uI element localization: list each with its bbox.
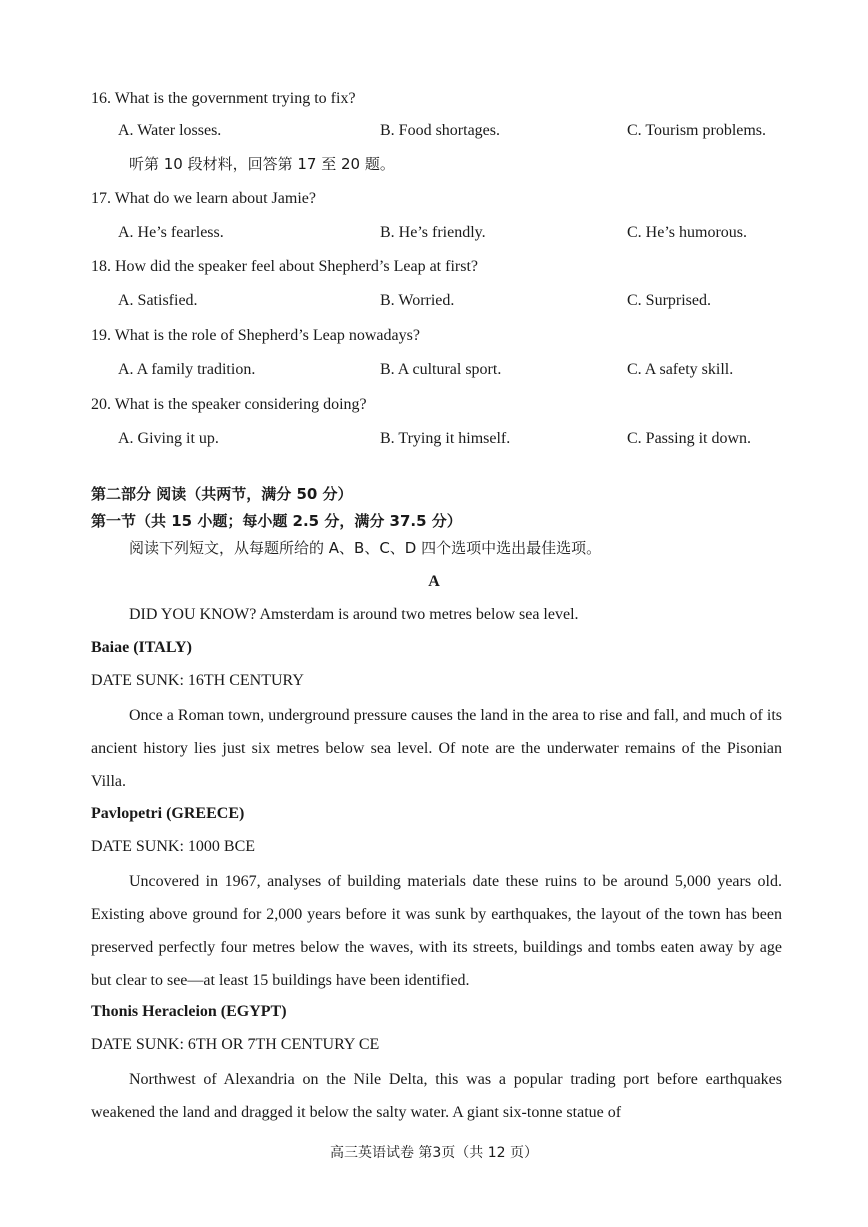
site-2-name: Pavlopetri (GREECE) [91,805,245,822]
site-1-name: Baiae (ITALY) [91,639,192,656]
question-20-option-b: B. Trying it himself. [380,430,511,447]
question-18-option-c: C. Surprised. [627,292,711,309]
question-16-option-a: A. Water losses. [118,122,222,139]
question-19-stem: 19. What is the role of Shepherd’s Leap nowadays? [91,327,420,344]
listening-instruction-10: 听第 10 段材料，回答第 17 至 20 题。 [129,155,395,173]
passage-intro: DID YOU KNOW? Amsterdam is around two metres below sea level. [129,606,579,623]
question-16-option-c: C. Tourism problems. [627,122,767,139]
question-17-stem: 17. What do we learn about Jamie? [91,190,316,207]
site-2-description: Uncovered in 1967, analyses of building materials date these ruins to be around 5,000 years old. Existing above ground for 2,000 years before it was sunk by earthquakes, the layout of the town has been preserved perfectly four metres below the waves, with its streets, buildings and tombs eaten away by age but clear to see—at least 15 buildings have been identified. [91,873,782,989]
question-17-option-b: B. He’s friendly. [380,224,486,241]
site-3-description: Northwest of Alexandria on the Nile Delta, this was a popular trading port before earthquakes weakened the land and dragged it below the salty water. A giant six-tonne statue of [91,1071,782,1121]
question-20-option-c: C. Passing it down. [627,430,752,447]
question-20-stem: 20. What is the speaker considering doing? [91,396,367,413]
part2-title: 第二部分 阅读（共两节，满分 50 分） [91,485,353,503]
question-18-option-a: A. Satisfied. [118,292,198,309]
site-3-date: DATE SUNK: 6TH OR 7TH CENTURY CE [91,1036,380,1053]
question-17-option-c: C. He’s humorous. [627,224,747,241]
passage-letter: A [428,573,440,590]
site-1-date: DATE SUNK: 16TH CENTURY [91,672,304,689]
question-19-option-c: C. A safety skill. [627,361,734,378]
question-20-option-a: A. Giving it up. [118,430,219,447]
question-16-option-b: B. Food shortages. [380,122,500,139]
question-19-option-a: A. A family tradition. [118,361,256,378]
question-19-option-b: B. A cultural sport. [380,361,502,378]
question-18-option-b: B. Worried. [380,292,455,309]
site-1-description: Once a Roman town, underground pressure causes the land in the area to rise and fall, and much of its ancient history lies just six metres below sea level. Of note are the underwater remains of the Pisonian Villa. [91,707,782,790]
section1-title: 第一节（共 15 小题；每小题 2.5 分，满分 37.5 分） [91,512,462,530]
question-17-option-a: A. He’s fearless. [118,224,224,241]
site-3-name: Thonis Heracleion (EGYPT) [91,1003,287,1020]
site-2-date: DATE SUNK: 1000 BCE [91,838,256,855]
section1-instruction: 阅读下列短文，从每题所给的 A、B、C、D 四个选项中选出最佳选项。 [129,539,602,557]
question-16-stem: 16. What is the government trying to fix? [91,90,356,107]
question-18-stem: 18. How did the speaker feel about Shepherd’s Leap at first? [91,258,478,275]
page-footer: 高三英语试卷 第3页（共 12 页） [329,1145,539,1161]
